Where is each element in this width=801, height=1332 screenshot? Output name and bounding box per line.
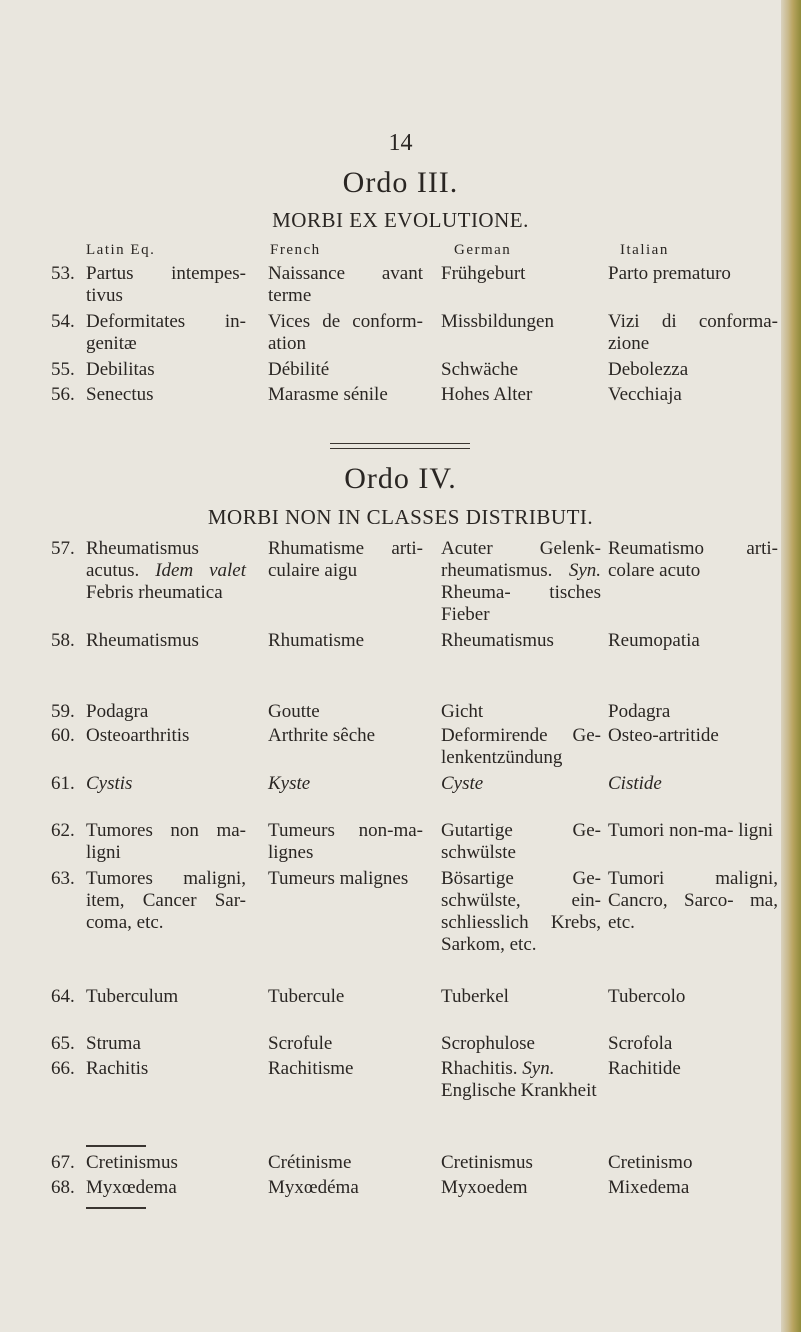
divider [86,1145,146,1147]
divider [330,448,470,449]
ordo-word: Ordo [344,462,410,495]
ordo-iii-title [0,166,801,200]
page-number: 14 [388,130,413,156]
divider [86,1207,146,1209]
ordo-iii-subtitle: MORBI EX EVOLUTIONE. [272,208,529,232]
ordo-numeral: IV. [418,462,457,495]
column-header-german: German [454,242,512,258]
ordo-numeral: III. [416,166,459,199]
divider [330,443,470,444]
column-header-italian: Italian [620,242,669,258]
ordo-word: Ordo [342,166,409,199]
column-header-latin: Latin Eq. [86,242,156,258]
ordo-iv-subtitle: MORBI NON IN CLASSES DISTRIBUTI. [207,505,594,529]
column-header-french: French [270,242,321,258]
ordo-iv-title [0,462,801,496]
